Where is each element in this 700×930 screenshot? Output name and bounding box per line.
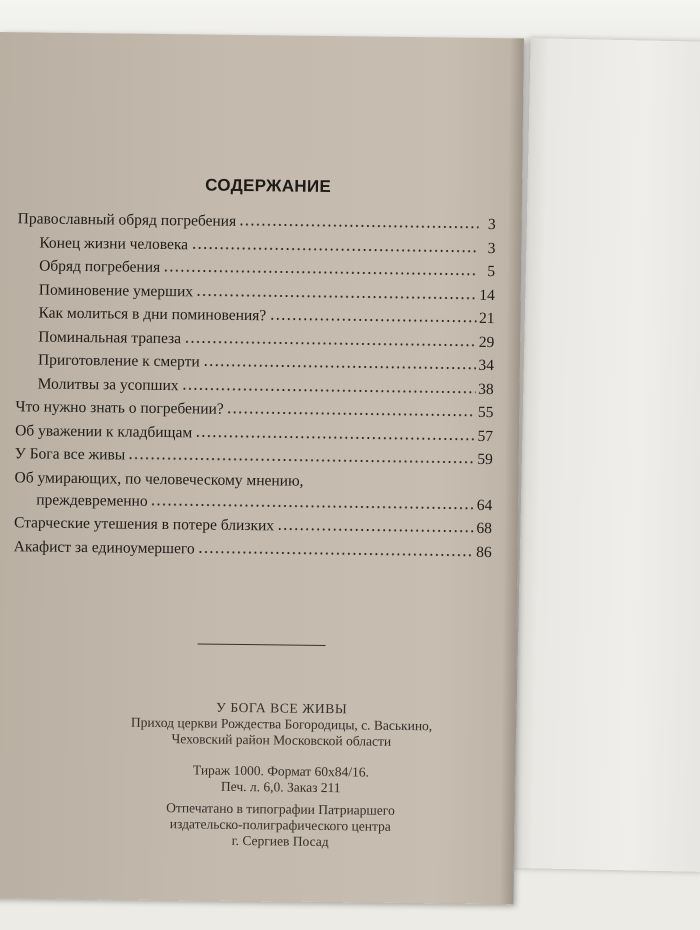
imprint-publisher-line: Приход церкви Рождества Богородицы, с. Васькино, (130, 714, 433, 734)
toc-entry-page: 38 (478, 380, 494, 398)
toc-entry-page: 86 (476, 543, 492, 561)
toc-entry-title: Что нужно знать о погребении? (15, 398, 224, 418)
imprint-print-run-line: Печ. л. 6,0. Заказ 211 (220, 778, 341, 796)
toc-entry-page: 14 (479, 286, 495, 304)
toc-entry-title: Об умирающих, по человеческому мнению, (14, 468, 304, 490)
imprint-printed-by (30, 798, 531, 852)
imprint-printed-by-line: издательско-полиграфического центра (169, 816, 391, 834)
toc-entry-title: Конец жизни человека (39, 233, 189, 253)
toc-leader-dots (269, 317, 476, 323)
imprint-publisher-line: Чеховский район Московской области (171, 731, 392, 749)
toc-entry-title: Православный обряд погребения (17, 210, 237, 230)
toc-entry-page: 34 (478, 356, 495, 375)
toc-entry-page: 29 (478, 333, 495, 351)
imprint-printed-by-line: Отпечатано в типографии Патриаршего (166, 800, 395, 818)
toc-entry-page: 57 (477, 427, 494, 445)
toc-entry-page: 68 (476, 519, 493, 538)
toc-leader-dots (196, 293, 476, 299)
right-page (513, 38, 700, 872)
toc-entry-title: Молитвы за усопших (37, 374, 179, 394)
toc-entry-title: Акафист за единоумершего (13, 537, 195, 557)
toc-entry-title: Поминовение умерших (38, 280, 194, 300)
imprint-publisher (31, 713, 531, 751)
imprint-book-title: У БОГА ВСЕ ЖИВЫ (216, 699, 348, 717)
toc-leader-dots (203, 364, 476, 370)
toc-entry-page: 55 (477, 403, 494, 422)
divider-rule (198, 643, 326, 646)
toc-leader-dots (277, 527, 473, 532)
toc-leader-dots (151, 502, 474, 509)
toc-leader-dots (182, 387, 476, 394)
toc-entry-title: Приготовление к смерти (37, 351, 200, 371)
toc-entry-page: 64 (476, 496, 493, 514)
toc-entry (14, 538, 492, 567)
toc-leader-dots (227, 411, 475, 417)
toc-leader-dots (191, 246, 478, 253)
toc-entry-title: У Бога все живы (14, 445, 126, 464)
toc-leader-dots (239, 223, 479, 229)
toc-entry-page: 59 (477, 450, 493, 469)
toc-entry-title: Как молиться в дни поминовения? (38, 304, 267, 325)
toc-entry-title: Поминальная трапеза (38, 327, 182, 347)
imprint-print-run-line: Тираж 1000. Формат 60x84/16. (192, 762, 370, 780)
toc-entry-page: 5 (487, 262, 496, 281)
toc-leader-dots (184, 340, 476, 347)
toc-entry-page: 3 (487, 215, 496, 234)
imprint-print-run (31, 760, 531, 798)
toc-entry-title: Старческие утешения в потере близких (13, 514, 275, 535)
toc-entry-page: 21 (478, 309, 495, 328)
imprint-printed-by-line: г. Сергиев Посад (231, 832, 329, 850)
toc-entry-page: 3 (487, 239, 496, 257)
toc-leader-dots (195, 434, 474, 440)
book-page (0, 32, 524, 904)
toc-leader-dots (128, 457, 474, 464)
toc-leader-dots (198, 550, 474, 556)
toc-entry-title: Обряд погребения (39, 257, 161, 276)
toc-entry-title: Об уважении к кладбищам (15, 421, 193, 441)
contents-heading: СОДЕРЖАНИЕ (205, 175, 332, 197)
toc-leader-dots (163, 269, 478, 276)
toc-entry-title-cont: преждевременно (36, 490, 148, 510)
table-of-contents (14, 210, 496, 567)
